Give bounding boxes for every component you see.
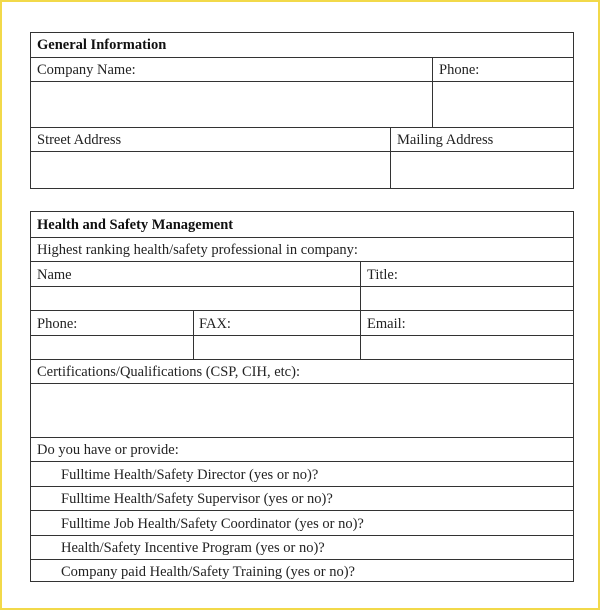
- contact-entry-row: [31, 335, 573, 359]
- email-field[interactable]: [361, 336, 573, 359]
- question-row[interactable]: [31, 535, 573, 559]
- street-address-label: Street Address: [37, 132, 122, 148]
- certifications-entry-row: [31, 383, 573, 437]
- health-heading-row: [31, 212, 573, 237]
- street-address-field[interactable]: [31, 152, 389, 188]
- name-label: Name: [37, 267, 72, 283]
- company-name-field[interactable]: [31, 82, 431, 127]
- phone-field-2[interactable]: [31, 336, 192, 359]
- name-title-entry-row: [31, 286, 573, 310]
- question-text: Fulltime Health/Safety Supervisor (yes or no)?: [61, 491, 333, 507]
- question-text: Fulltime Job Health/Safety Coordinator (yes or no)?: [61, 516, 364, 532]
- divider: [360, 311, 361, 335]
- address-entry-row: [31, 151, 573, 188]
- divider: [193, 311, 194, 335]
- title-label: Title:: [367, 267, 398, 283]
- company-label-row: [31, 57, 573, 81]
- divider: [360, 262, 361, 286]
- general-heading-row: [31, 33, 573, 57]
- provide-row: [31, 437, 573, 461]
- question-text: Fulltime Health/Safety Director (yes or no)?: [61, 467, 319, 483]
- mailing-address-field[interactable]: [391, 152, 573, 188]
- question-row[interactable]: [31, 510, 573, 535]
- question-row[interactable]: [31, 486, 573, 510]
- contact-label-row: [31, 310, 573, 335]
- question-row[interactable]: [31, 461, 573, 486]
- health-safety-section: [30, 211, 574, 582]
- divider: [390, 128, 391, 151]
- title-field[interactable]: [361, 287, 573, 310]
- provide-label: Do you have or provide:: [37, 442, 179, 458]
- certifications-label-row: [31, 359, 573, 383]
- certifications-field[interactable]: [31, 384, 573, 437]
- highest-ranking-label: Highest ranking health/safety professional in company:: [37, 242, 358, 258]
- question-row[interactable]: [31, 559, 573, 583]
- name-field[interactable]: [31, 287, 359, 310]
- highest-ranking-row: [31, 237, 573, 261]
- general-information-section: [30, 32, 574, 189]
- email-label: Email:: [367, 316, 406, 332]
- mailing-address-label: Mailing Address: [397, 132, 494, 148]
- address-label-row: [31, 127, 573, 151]
- name-title-label-row: [31, 261, 573, 286]
- question-text: Health/Safety Incentive Program (yes or no)?: [61, 540, 325, 556]
- general-information-heading: General Information: [37, 37, 167, 53]
- company-name-label: Company Name:: [37, 62, 136, 78]
- divider: [432, 58, 433, 81]
- fax-field[interactable]: [194, 336, 359, 359]
- company-entry-row: [31, 81, 573, 127]
- phone-label-2: Phone:: [37, 316, 78, 332]
- phone-field[interactable]: [433, 82, 573, 127]
- certifications-label: Certifications/Qualifications (CSP, CIH, etc):: [37, 364, 300, 380]
- question-text: Company paid Health/Safety Training (yes or no)?: [61, 564, 355, 580]
- phone-label: Phone:: [439, 62, 480, 78]
- health-safety-heading: Health and Safety Management: [37, 217, 234, 233]
- fax-label: FAX:: [199, 316, 231, 332]
